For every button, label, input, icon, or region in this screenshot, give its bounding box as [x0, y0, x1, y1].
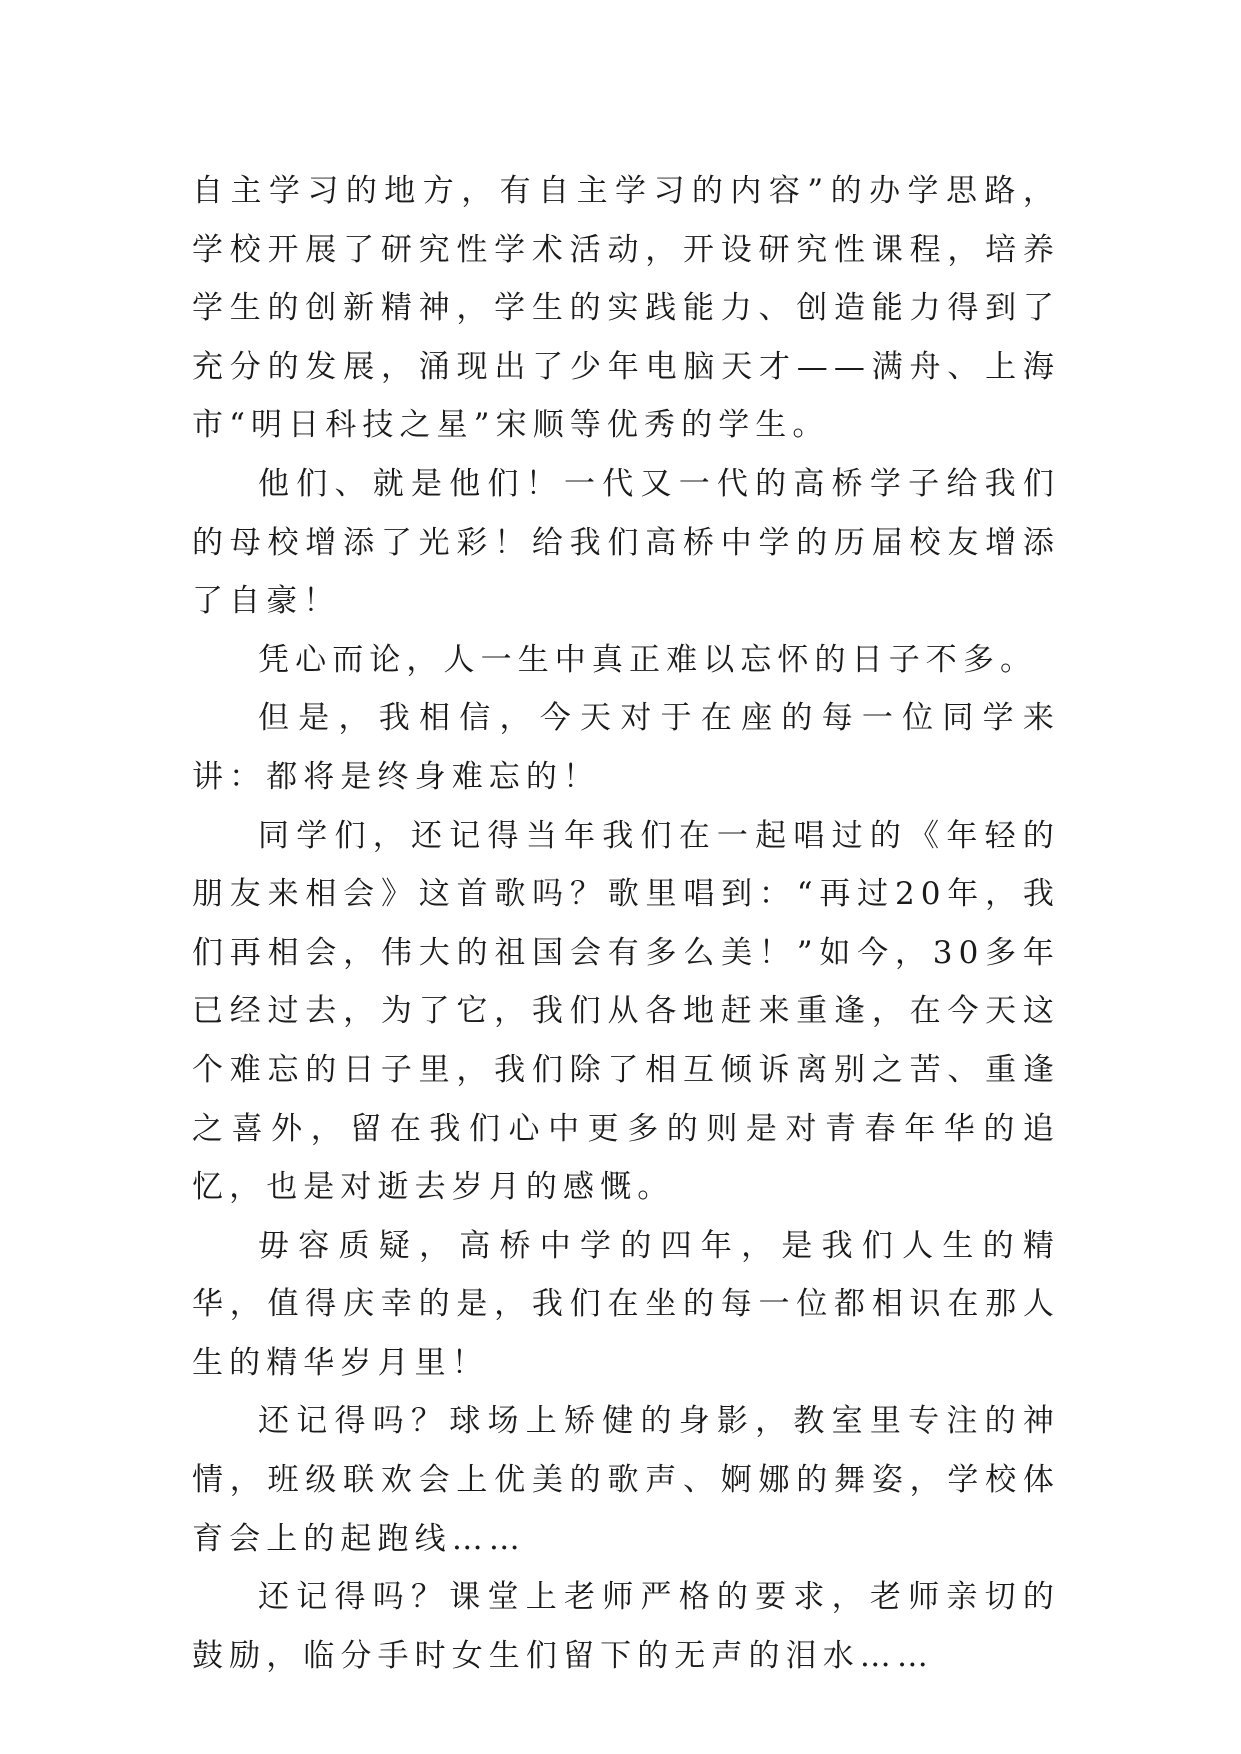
paragraph-5: 同学们，还记得当年我们在一起唱过的《年轻的朋友来相会》这首歌吗？歌里唱到：“再过20年，我们再相会，伟大的祖国会有多么美！”如今，30多年已经过去，为了它，我们从各地赶来重逢，在今天这个难忘的日子里，我们除了相互倾诉离别之苦、重逢之喜外，留在我们心中更多的则是对青春年华的追忆，也是对逝去岁月的感慨。 [192, 817, 1060, 1206]
paragraph-3: 凭心而论，人一生中真正难以忘怀的日子不多。 [258, 641, 1038, 678]
paragraph-2: 他们、就是他们！一代又一代的高桥学子给我们的母校增添了光彩！给我们高桥中学的历届校友增添了自豪！ [192, 465, 1060, 620]
document-body [192, 162, 1060, 1685]
paragraph-7: 还记得吗？球场上矫健的身影，教室里专注的神情，班级联欢会上优美的歌声、婀娜的舞姿，学校体育会上的起跑线…… [192, 1403, 1060, 1557]
paragraph-1: 自主学习的地方，有自主学习的内容”的办学思路，学校开展了研究性学术活动，开设研究性课程，培养学生的创新精神，学生的实践能力、创造能力得到了充分的发展，涌现出了少年电脑天才——满舟、上海市“明日科技之星”宋顺等优秀的学生。 [192, 173, 1060, 444]
paragraph-4: 但是，我相信，今天对于在座的每一位同学来讲：都将是终身难忘的！ [192, 700, 1060, 795]
paragraph-6: 毋容质疑，高桥中学的四年，是我们人生的精华，值得庆幸的是，我们在坐的每一位都相识在那人生的精华岁月里！ [192, 1227, 1060, 1381]
paragraph-8: 还记得吗？课堂上老师严格的要求，老师亲切的鼓励，临分手时女生们留下的无声的泪水…… [192, 1579, 1060, 1674]
